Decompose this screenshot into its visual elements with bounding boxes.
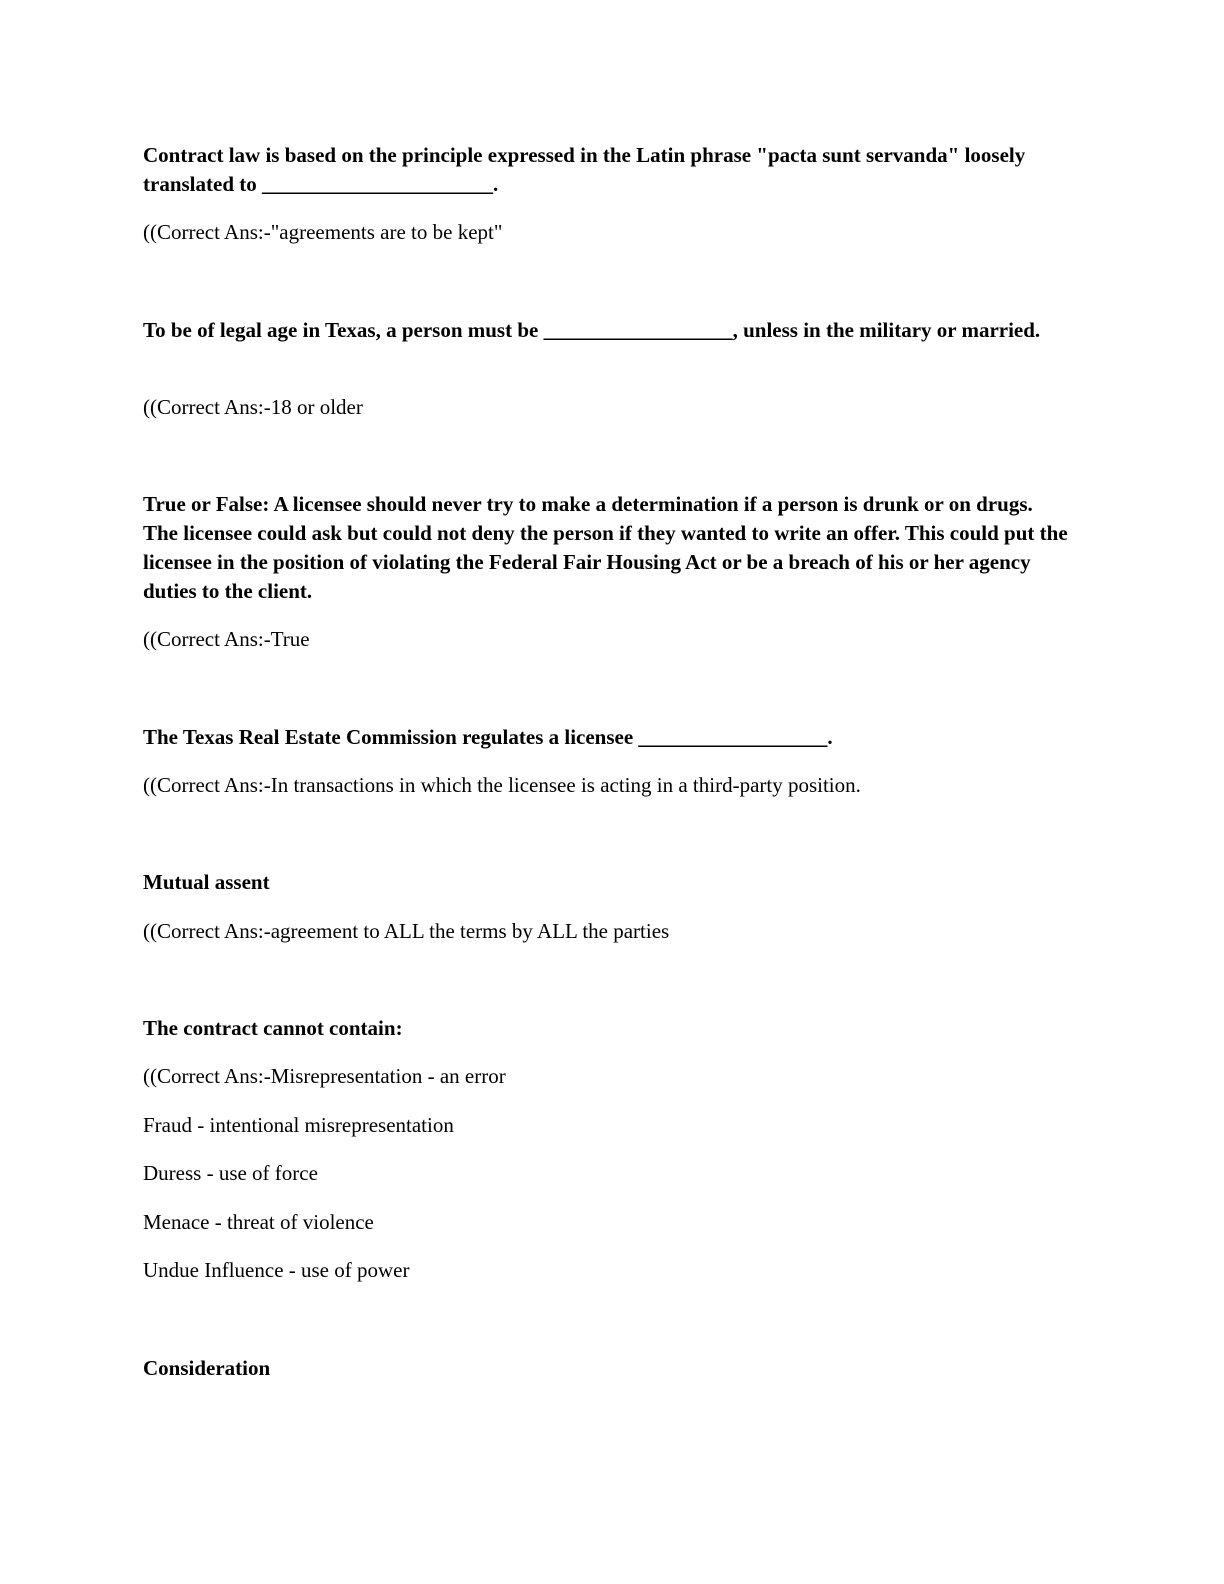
answer-2: ((Correct Ans:-18 or older bbox=[143, 395, 363, 419]
question-2: To be of legal age in Texas, a person must be __________________, unless in the military or married. bbox=[143, 318, 1041, 342]
answer-6-line-4: Menace - threat of violence bbox=[143, 1210, 374, 1234]
answer-4: ((Correct Ans:-In transactions in which the licensee is acting in a third-party position. bbox=[143, 773, 861, 797]
answer-6-line-2: Fraud - intentional misrepresentation bbox=[143, 1113, 454, 1137]
answer-6-line-3: Duress - use of force bbox=[143, 1161, 318, 1185]
question-7: Consideration bbox=[143, 1356, 271, 1380]
question-1: Contract law is based on the principle expressed in the Latin phrase "pacta sunt servanda" loosely translated to ______________________. bbox=[143, 143, 1026, 196]
answer-1: ((Correct Ans:-"agreements are to be kept" bbox=[143, 220, 503, 244]
question-5: Mutual assent bbox=[143, 870, 270, 894]
answer-6-line-5: Undue Influence - use of power bbox=[143, 1258, 410, 1282]
answer-5: ((Correct Ans:-agreement to ALL the terms by ALL the parties bbox=[143, 919, 670, 943]
answer-3: ((Correct Ans:-True bbox=[143, 627, 310, 651]
question-3: True or False: A licensee should never try to make a determination if a person is drunk or on drugs. The licensee could ask but could not deny the person if they wanted to write an offer. This could put the licensee in the position of violating the Federal Fair Housing Act or be a breach of his or her agency duties to the client. bbox=[143, 492, 1068, 603]
question-4: The Texas Real Estate Commission regulates a licensee __________________. bbox=[143, 725, 833, 749]
answer-6-line-1: ((Correct Ans:-Misrepresentation - an error bbox=[143, 1064, 506, 1088]
question-6: The contract cannot contain: bbox=[143, 1016, 403, 1040]
